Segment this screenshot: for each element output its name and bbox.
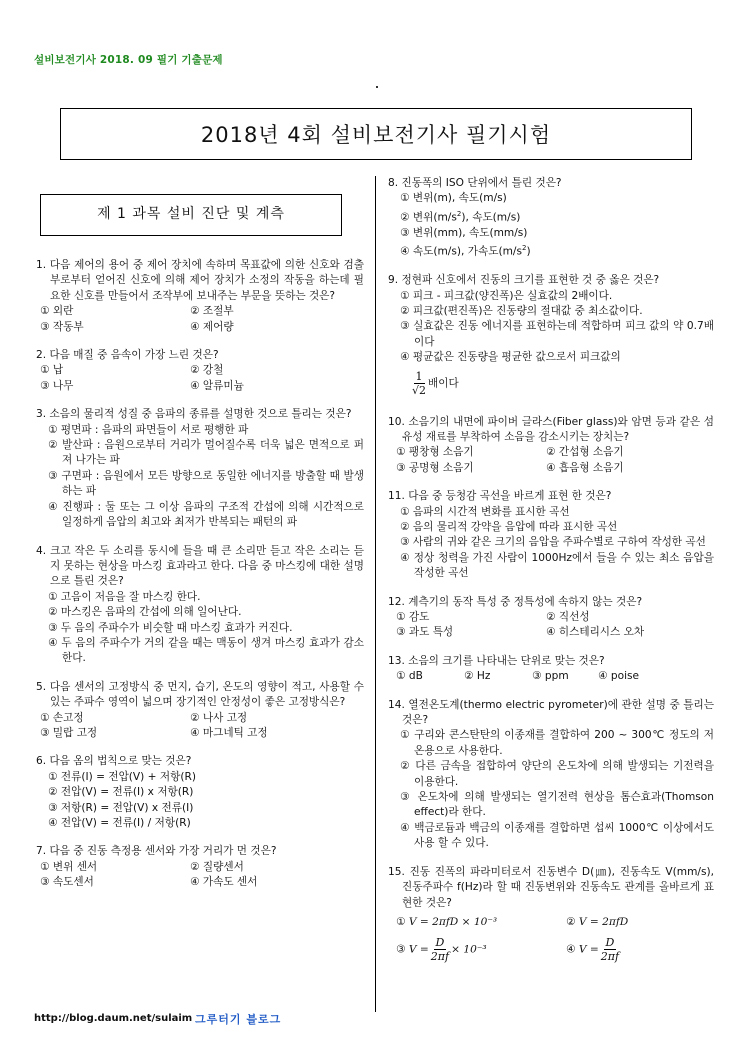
option: ① 구리와 콘스탄탄의 이종재를 결합하여 200 ~ 300℃ 정도의 저온용으로 사용한다.	[400, 729, 714, 757]
section-title: 제 1 과목 설비 진단 및 계측	[40, 194, 342, 236]
question-stem: 13. 소음의 크기를 나타내는 단위로 맞는 것은?	[388, 654, 605, 667]
option: ④ 마그네틱 고정	[190, 726, 268, 739]
option-text: )	[526, 245, 531, 258]
option: ① 평면파 : 음파의 파면들이 서로 평행한 파	[48, 423, 249, 436]
fraction	[431, 936, 449, 963]
option	[396, 936, 566, 963]
option: ② 조절부	[190, 305, 234, 318]
option: ③ 구면파 : 음원에서 모든 방향으로 동일한 에너지를 방출할 때 발생하는 파	[48, 469, 364, 498]
question-14	[388, 698, 714, 852]
question-stem: 9. 정현파 신호에서 진동의 크기를 표현한 것 중 옳은 것은?	[388, 274, 660, 287]
question-2	[36, 348, 364, 394]
question-10	[388, 415, 714, 477]
option: ② 마스킹은 음파의 간섭에 의해 일어난다.	[48, 606, 242, 619]
column-divider	[375, 176, 376, 1012]
option: ④ 흡음형 소음기	[546, 461, 624, 474]
question-stem: 2. 다음 매질 중 음속이 가장 느린 것은?	[36, 349, 219, 362]
question-7	[36, 844, 364, 890]
option: ② 질량센서	[190, 860, 244, 873]
fraction-denominator: 2πf	[600, 950, 620, 964]
option-text: 배이다	[428, 377, 459, 390]
option: ② 나사 고정	[190, 711, 248, 724]
option: ② 음의 물리적 강약을 음압에 따라 표시한 곡선	[400, 520, 618, 533]
option: ② Hz	[464, 670, 491, 683]
question-15	[388, 865, 714, 964]
option: ③ 실효값은 진동 에너지를 표현하는데 적합하며 피크 값의 약 0.7배이다	[400, 320, 714, 348]
option: ④ 히스테리시스 오차	[546, 626, 645, 639]
formula: × 10⁻³	[451, 943, 487, 956]
option	[566, 936, 716, 963]
option-marker: ③	[396, 943, 406, 956]
option: ① 납	[40, 364, 64, 377]
option-marker: ①	[396, 915, 406, 928]
question-5	[36, 680, 364, 742]
option: ③ ppm	[532, 670, 569, 683]
option: ③ 온도차에 의해 발생되는 열기전력 현상을 톰슨효과(Thomson effect)라 한다.	[400, 791, 714, 819]
document-header: 설비보전기사 2018. 09 필기 기출문제	[34, 54, 223, 66]
option: ① 팽창형 소음기	[396, 446, 474, 459]
option: ① 손고정	[40, 711, 84, 724]
option: ④ 평균값은 진동량을 평균한 값으로서 피크값의	[400, 351, 621, 364]
option: ④ 정상 청력을 가진 사람이 1000Hz에서 들을 수 있는 최소 음압을 작성한 곡선	[400, 551, 714, 580]
option: ④ 진행파 : 둘 또는 그 이상 음파의 구조적 간섭에 의해 시간적으로 일정하게 음압의 최고와 최저가 반복되는 패턴의 파	[48, 500, 364, 529]
option-marker: ②	[566, 915, 576, 928]
fraction-numerator: 1	[415, 369, 423, 383]
option: ③ 작동부	[40, 320, 84, 333]
option: ④ 두 음의 주파수가 거의 같을 때는 맥동이 생겨 마스킹 효과가 감소한다.	[48, 636, 364, 665]
option: ③ 속도센서	[40, 876, 94, 889]
option	[388, 241, 714, 260]
question-13	[388, 654, 714, 685]
option: ③ 두 음의 주파수가 비슷할 때 마스킹 효과가 커진다.	[48, 621, 293, 634]
question-4	[36, 544, 364, 667]
footer-brand: 그루터기 블로그	[195, 1013, 282, 1026]
option: ③ 공명형 소음기	[396, 461, 474, 474]
option: ② 강철	[190, 364, 224, 377]
option: ② 피크값(편진폭)은 진동량의 절대값 중 최소값이다.	[400, 304, 643, 317]
option: ④ 전압(V) = 전류(I) / 저항(R)	[48, 817, 191, 829]
option: ② 직선성	[546, 611, 590, 623]
option: ④ poise	[598, 670, 640, 683]
option: ② 전압(V) = 전류(I) x 저항(R)	[48, 786, 194, 799]
option	[566, 915, 716, 930]
option: ① 외란	[40, 305, 74, 318]
fraction	[601, 936, 619, 963]
question-stem: 4. 크고 작은 두 소리를 동시에 들을 때 큰 소리만 듣고 작은 소리는 듣지 못하는 현상을 마스킹 효과라고 한다. 다음 중 마스킹에 대한 설명으로 틀린 것은?	[36, 544, 364, 588]
option: ① 변위 센서	[40, 860, 98, 873]
option: ① 고음이 저음을 잘 마스킹 한다.	[48, 590, 201, 603]
option: ③ 저항(R) = 전압(V) x 전류(I)	[48, 801, 194, 814]
superscript: 2	[521, 244, 527, 253]
footer-url[interactable]: http://blog.daum.net/sulaim	[34, 1013, 193, 1024]
option: ② 간섭형 소음기	[546, 446, 624, 459]
fraction-numerator: D	[605, 936, 615, 950]
left-column	[36, 176, 364, 904]
option: ① dB	[396, 670, 423, 683]
question-3	[36, 407, 364, 530]
question-stem: 7. 다음 중 진동 측정용 센서와 가장 거리가 먼 것은?	[36, 845, 277, 858]
option	[396, 915, 566, 930]
option: ① 음파의 시간적 변화를 표시한 곡선	[400, 505, 570, 518]
right-column	[388, 176, 714, 976]
option: ① 피크 - 피크값(양진폭)은 실효값의 2배이다.	[400, 289, 613, 302]
formula: V = 2πfD	[578, 915, 629, 928]
question-stem: 14. 열전온도계(thermo electric pyrometer)에 관한 설명 중 틀리는 것은?	[388, 698, 714, 727]
option: ③ 과도 특성	[396, 626, 454, 639]
question-stem: 3. 소음의 물리적 성질 중 음파의 종류를 설명한 것으로 틀리는 것은?	[36, 408, 352, 421]
question-9	[388, 273, 714, 396]
question-stem: 5. 다음 센서의 고정방식 중 먼지, 습기, 온도의 영향이 적고, 사용할 수 있는 주파수 영역이 넓으며 장기적인 안정성이 좋은 고정방식은?	[36, 680, 364, 709]
option-marker: ④	[566, 943, 576, 956]
question-stem: 1. 다음 제어의 용어 중 제어 장치에 속하며 목표값에 의한 신호와 검출부로부터 얻어진 신호에 의해 제어 장치가 소정의 작동을 하는데 필요한 신호를 만들어서 조작부에 보내주는 부문을 뜻하는 것은?	[36, 259, 364, 302]
option-text: ② 변위(m/s	[400, 211, 457, 224]
question-stem: 8. 진동폭의 ISO 단위에서 틀린 것은?	[388, 177, 562, 189]
question-11	[388, 489, 714, 581]
option: ② 다른 금속을 접합하여 양단의 온도차에 의해 발생되는 기전력을 이용한다.	[400, 760, 714, 788]
superscript: 2	[456, 209, 462, 218]
question-6	[36, 754, 364, 831]
option: ④ 알류미늄	[190, 379, 244, 392]
option-text: ④ 속도(m/s), 가속도(m/s	[400, 245, 522, 258]
formula: V = 2πfD × 10⁻³	[408, 915, 498, 928]
question-stem: 11. 다음 중 등청감 곡선을 바르게 표현 한 것은?	[388, 490, 612, 503]
fraction-line	[388, 370, 714, 397]
option: ④ 백금로듐과 백금의 이종재를 결합하면 섭씨 1000℃ 이상에서도 사용 할 수 있다.	[400, 821, 714, 850]
option: ③ 나무	[40, 379, 74, 392]
option-text: ), 속도(m/s)	[461, 211, 521, 224]
question-stem: 15. 진동 진폭의 파라미터로서 진동변수 D(㎛), 진동속도 V(mm/s), 진동주파수 f(Hz)라 할 때 진동변위와 진동속도 관계를 올바르게 표현한 것은?	[388, 865, 714, 909]
exam-title: 2018년 4회 설비보전기사 필기시험	[60, 108, 692, 160]
question-8	[388, 176, 714, 260]
question-1	[36, 258, 364, 335]
option: ③ 사람의 귀와 같은 크기의 음압을 주파수별로 구하여 작성한 곡선	[400, 536, 706, 549]
question-stem: 12. 계측기의 동작 특성 중 정특성에 속하지 않는 것은?	[388, 595, 643, 608]
fraction	[412, 370, 426, 397]
option: ④ 가속도 센서	[190, 876, 258, 889]
option: ③ 변위(mm), 속도(mm/s)	[400, 226, 528, 239]
question-12	[388, 595, 714, 641]
option: ② 발산파 : 음원으로부터 거리가 멀어질수록 더욱 넓은 면적으로 퍼져 나가는 파	[48, 439, 364, 467]
dot-mark	[376, 86, 378, 88]
option: ① 변위(m), 속도(m/s)	[400, 192, 507, 205]
option: ④ 제어량	[190, 320, 234, 333]
question-stem: 6. 다음 옴의 법칙으로 맞는 것은?	[36, 755, 192, 768]
option: ① 감도	[396, 611, 430, 623]
formula: V =	[578, 943, 599, 956]
option: ③ 밀랍 고정	[40, 726, 98, 739]
option	[388, 207, 714, 226]
formula: V =	[408, 943, 429, 956]
question-stem: 10. 소음기의 내면에 파이버 글라스(Fiber glass)와 암면 등과 같은 섬유성 재료를 부착하여 소음을 감소시키는 장치는?	[388, 415, 714, 443]
fraction-numerator: D	[435, 936, 445, 950]
option: ① 전류(I) = 전압(V) + 저항(R)	[48, 770, 197, 783]
fraction-denominator: √2	[412, 383, 427, 397]
fraction-denominator: 2πf	[430, 950, 450, 964]
